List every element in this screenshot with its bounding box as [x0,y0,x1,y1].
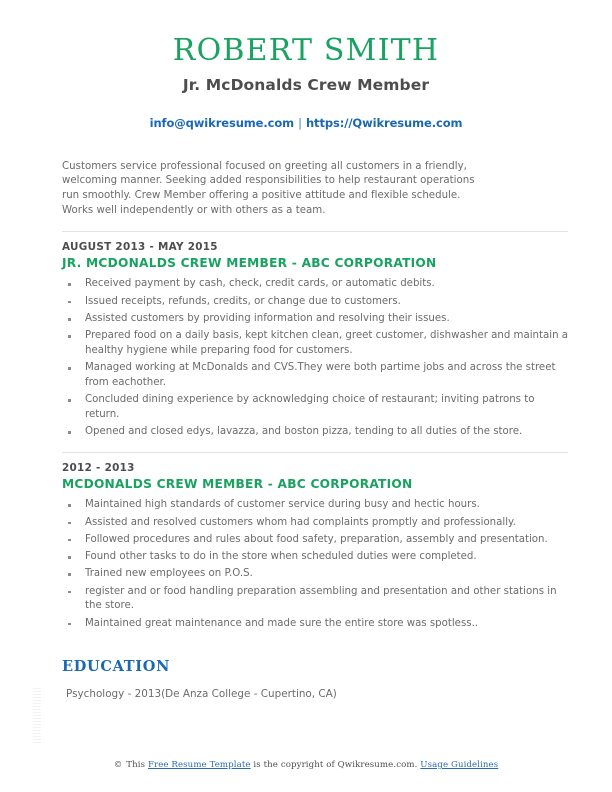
experience-title: MCDONALDS CREW MEMBER - ABC CORPORATION [62,477,413,492]
bullet-item: Trained new employees on P.O.S. [62,567,568,582]
bullet-item: Maintained high standards of customer service during busy and hectic hours. [62,498,568,513]
education-entry: Psychology - 2013(De Anza College - Cupertino, CA) [66,687,337,700]
experience-divider [62,452,568,453]
bullet-item: Assisted and resolved customers whom had complaints promptly and professionally. [62,516,568,531]
summary-line: welcoming manner. Seeking added responsibilities to help restaurant operations [62,175,475,187]
summary-line: run smoothly. Crew Member offering a positive attitude and flexible schedule. [62,190,461,202]
bullet-item: Issued receipts, refunds, credits, or change due to customers. [62,295,568,310]
contact-email[interactable]: info@qwikresume.com [149,115,295,130]
experience-entry [62,241,568,440]
resume-header [0,0,612,130]
resume-content [0,160,612,700]
experience-title: JR. MCDONALDS CREW MEMBER - ABC CORPORATION [62,256,437,271]
bullet-item: Prepared food on a daily basis, kept kitchen clean, greet customer, dishwasher and maintain a healthy hygiene while preparing food for customers. [62,329,568,359]
experience-bullet-list [62,498,568,631]
bullet-item: register and or food handling preparation assembling and presentation and other stations in the store. [62,585,568,615]
experience-bullet-list [62,277,568,440]
education-heading: EDUCATION [62,657,171,675]
bullet-item: Assisted customers by providing information and resolving their issues. [62,312,568,327]
contact-line [0,116,612,130]
candidate-name: ROBERT SMITH [172,33,440,68]
summary-line: Works well independently or with others as a team. [62,205,326,217]
bullet-item: Received payment by cash, check, credit cards, or automatic debits. [62,277,568,292]
bullet-item: Concluded dining experience by acknowledging choice of restaurant; inviting patrons to return. [62,393,568,423]
copyright-icon: © [113,760,123,770]
footer-text-before: This [123,760,148,770]
contact-separator: | [297,115,303,130]
bullet-item: Maintained great maintenance and made sure the entire store was spotless.. [62,617,568,632]
bullet-item: Followed procedures and rules about food safety, preparation, assembly and presentation. [62,533,568,548]
footer-text-middle: is the copyright of Qwikresume.com. [250,760,421,770]
free-resume-template-link[interactable]: Free Resume Template [147,760,251,770]
contact-website[interactable]: https://Qwikresume.com [305,115,463,130]
experience-dates: AUGUST 2013 - MAY 2015 [62,241,218,254]
bullet-item: Found other tasks to do in the store when scheduled duties were completed. [62,550,568,565]
bullet-item: Opened and closed edys, lavazza, and boston pizza, tending to all duties of the store. [62,425,568,440]
experience-dates: 2012 - 2013 [62,462,135,475]
watermark-strip [33,688,41,744]
experience-entry [62,462,568,631]
summary-line: Customers service professional focused on greeting all customers in a friendly, [62,160,467,172]
professional-summary [62,160,568,220]
bullet-item: Managed working at McDonalds and CVS.They were both partime jobs and across the street from eachother. [62,361,568,391]
education-section [62,658,568,700]
candidate-job-title: Jr. McDonalds Crew Member [182,75,430,94]
usage-guidelines-link[interactable]: Usage Guidelines [420,760,499,770]
page-footer [0,760,612,770]
header-divider [62,231,568,232]
